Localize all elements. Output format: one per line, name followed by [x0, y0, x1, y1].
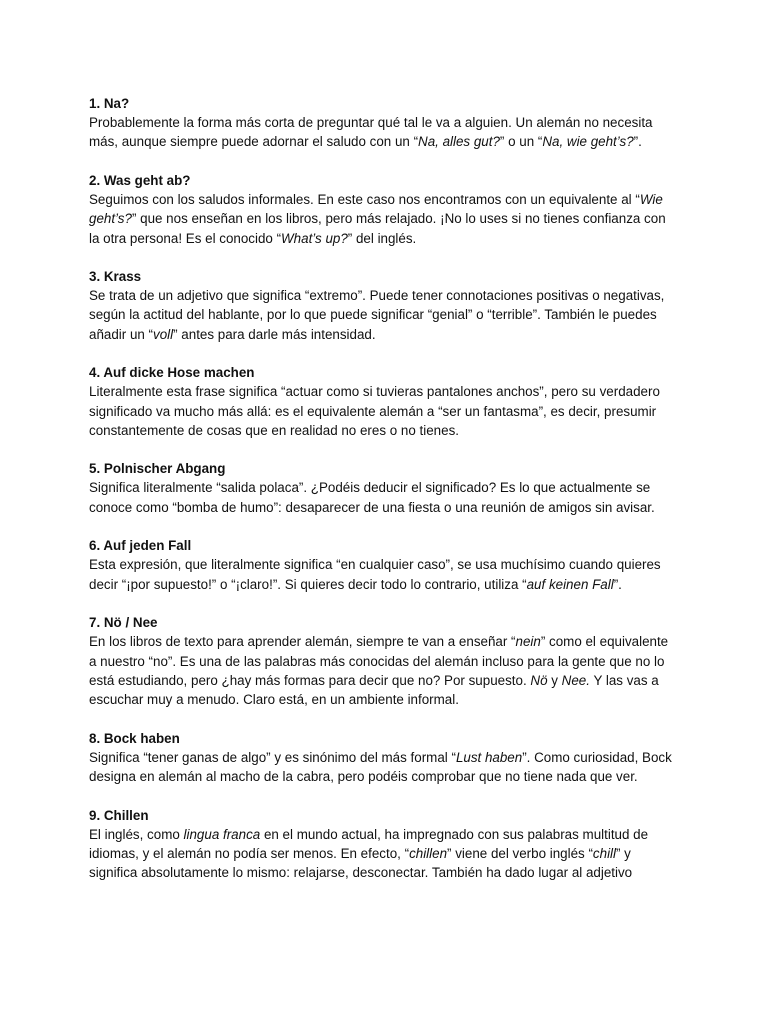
body-text: Esta expresión, que literalmente significa “en cualquier caso”, se usa muchísimo cuando quieres decir “¡por supuesto!” o “¡claro!”. Si quieres decir todo lo contrario, utiliza “: [89, 557, 661, 592]
expression-heading: 3. Krass: [89, 269, 142, 285]
expression-heading: 8. Bock haben: [89, 730, 180, 746]
body-text: Y las vas a escuchar muy a menudo. Claro está, en un ambiente informal.: [89, 672, 659, 708]
expression-heading: 4. Auf dicke Hose machen: [89, 365, 255, 381]
expression-description: [89, 555, 679, 594]
italic-term: nein: [515, 634, 541, 650]
body-text: ” viene del verbo inglés “: [447, 845, 593, 861]
expression-description: [89, 286, 679, 344]
body-text: Significa “tener ganas de algo” y es sinónimo del más formal “: [89, 749, 456, 765]
expression-description: [89, 478, 679, 517]
italic-term: chillen: [409, 845, 448, 861]
italic-term: Wie geht’s?: [89, 191, 663, 227]
body-text: ” y significa absolutamente lo mismo: relajarse, desconectar. También ha dado lugar al adjetivo: [89, 845, 633, 881]
body-text: ”. Como curiosidad, Bock designa en alemán al macho de la cabra, pero podéis comprobar que no tiene nada que ver.: [89, 749, 672, 785]
expression-description: [89, 748, 679, 787]
italic-term: Na, alles gut?: [418, 134, 500, 150]
expression-heading: 1. Na?: [89, 96, 130, 111]
expression-section: [89, 613, 679, 710]
expression-heading: 9. Chillen: [89, 807, 149, 823]
expression-description: [89, 382, 679, 440]
expression-heading: 6. Auf jeden Fall: [89, 538, 192, 554]
body-text: Significa literalmente “salida polaca”. ¿Podéis deducir el significado? Es lo que actualmente se conoce como “bomba de humo”: desaparecer de una fiesta o una reunión de amigos sin avisar.: [89, 480, 655, 515]
expression-section: [89, 729, 679, 787]
italic-term: Na, wie geht’s?: [542, 134, 634, 150]
body-text: Seguimos con los saludos informales. En este caso nos encontramos con un equivalente al “: [89, 191, 640, 207]
body-text: En los libros de texto para aprender alemán, siempre te van a enseñar “: [89, 634, 516, 650]
expression-heading: 5. Polnischer Abgang: [89, 461, 226, 477]
body-text: ” como el equivalente a nuestro “no”. Es una de las palabras más conocidas del alemán incluso para la gente que no lo está estudiando, pero ¿hay más formas para decir que no? Por supuesto.: [89, 634, 669, 688]
body-text: Se trata de un adjetivo que significa “extremo”. Puede tener connotaciones positivas o negativas, según la actitud del hablante, por lo que puede significar “genial” o “terrible”. También le puedes añadir un “: [89, 288, 665, 342]
italic-term: voll: [153, 326, 174, 342]
expression-heading: 2. Was geht ab?: [89, 172, 191, 188]
expression-description: [89, 190, 679, 248]
body-text: ” antes para darle más intensidad.: [173, 326, 376, 342]
body-text: El inglés, como: [89, 826, 184, 842]
body-text: ”.: [613, 576, 622, 592]
body-text: Probablemente la forma más corta de preguntar qué tal le va a alguien. Un alemán no necesita más, aunque siempre puede adornar el saludo con un “: [89, 115, 653, 150]
italic-term: auf keinen Fall: [526, 576, 614, 592]
italic-term: Nee.: [561, 672, 590, 688]
italic-term: What’s up?: [281, 230, 348, 246]
expression-description: [89, 113, 679, 152]
italic-term: Lust haben: [455, 749, 523, 765]
body-text: Literalmente esta frase significa “actuar como si tuvieras pantalones anchos”, pero su verdadero significado va mucho más allá: es el equivalente alemán a “ser un fantasma”, es decir, presumir constantemente de cosas que en realidad no eres o no tienes.: [89, 384, 660, 439]
body-text: ” del inglés.: [347, 230, 417, 246]
body-text: ” o un “: [499, 134, 543, 150]
body-text: ” que nos enseñan en los libros, pero más relajado. ¡No lo uses si no tienes confianza con la otra persona! Es el conocido “: [89, 211, 666, 246]
expression-section: [89, 806, 679, 883]
expression-description: [89, 632, 679, 710]
expression-section: [89, 536, 679, 594]
italic-term: Nö: [530, 672, 548, 688]
italic-term: lingua franca: [183, 826, 261, 842]
body-text: ”.: [633, 134, 642, 150]
body-text: y: [547, 672, 562, 688]
expression-section: [89, 363, 679, 440]
body-text: en el mundo actual, ha impregnado con sus palabras multitud de idiomas, y el alemán no podía ser menos. En efecto, “: [89, 826, 649, 861]
italic-term: chill: [592, 845, 616, 861]
expression-section: [89, 267, 679, 344]
expression-section: [89, 94, 679, 152]
document-page: [89, 94, 679, 902]
expression-section: [89, 459, 679, 517]
expression-description: [89, 825, 679, 883]
expression-heading: 7. Nö / Nee: [89, 615, 158, 631]
expression-section: [89, 171, 679, 248]
